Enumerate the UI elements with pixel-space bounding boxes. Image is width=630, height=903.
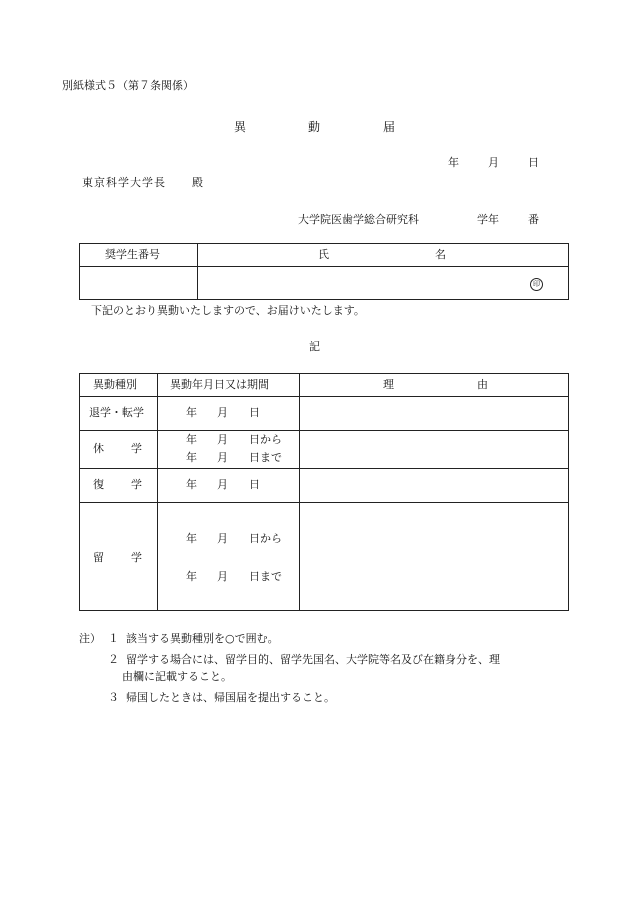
row-type-leave-char-2: 学 xyxy=(131,442,142,455)
row-to-year: 年 xyxy=(186,451,197,464)
row-date-day: 日 xyxy=(249,406,260,419)
row-type-abroad-char-2: 学 xyxy=(131,551,142,564)
row-type-return-char-2: 学 xyxy=(131,478,142,491)
row-from-day: 日から xyxy=(249,433,282,446)
row-date-month: 月 xyxy=(217,406,228,419)
row-date-day: 日 xyxy=(249,478,260,491)
row-to-day: 日まで xyxy=(249,451,282,464)
name-header-char-1: 氏 xyxy=(318,248,329,261)
row-to-month: 月 xyxy=(217,570,228,583)
row-to-day: 日まで xyxy=(249,570,282,583)
note-2-continuation: 由欄に記載すること。 xyxy=(122,670,232,683)
note-2-number: ２ xyxy=(108,653,119,666)
row-from-year: 年 xyxy=(186,532,197,545)
affiliation-grade-label: 学年 xyxy=(477,213,499,226)
header-reason-char-1: 理 xyxy=(383,378,394,391)
title-char-3: 届 xyxy=(383,120,396,134)
affiliation-school: 大学院医歯学総合研究科 xyxy=(298,213,419,226)
row-date-year: 年 xyxy=(186,478,197,491)
row-type-withdrawal: 退学・転学 xyxy=(89,406,144,419)
row-date-month: 月 xyxy=(217,478,228,491)
student-name-input[interactable] xyxy=(198,267,568,299)
row-from-month: 月 xyxy=(217,433,228,446)
row-to-year: 年 xyxy=(186,570,197,583)
notes-label: 注） xyxy=(79,632,101,645)
date-year-label: 年 xyxy=(448,156,459,169)
row-from-year: 年 xyxy=(186,433,197,446)
reason-input-abroad[interactable] xyxy=(300,503,568,610)
student-id-input[interactable] xyxy=(80,267,196,299)
note-1-text: 該当する異動種別を○で囲む。 xyxy=(126,632,279,645)
row-from-month: 月 xyxy=(217,532,228,545)
title-char-2: 動 xyxy=(308,120,321,134)
row-type-leave-char-1: 休 xyxy=(93,442,104,455)
name-header-char-2: 名 xyxy=(435,248,446,261)
reason-input-leave[interactable] xyxy=(300,431,568,468)
header-change-type: 異動種別 xyxy=(93,378,137,391)
row-type-return-char-1: 復 xyxy=(93,478,104,491)
ki-heading: 記 xyxy=(309,340,320,353)
note-1-number: １ xyxy=(108,632,119,645)
row-from-day: 日から xyxy=(249,532,282,545)
date-day-label: 日 xyxy=(528,156,539,169)
addressee-name: 東京科学大学長 xyxy=(82,176,166,189)
seal-mark: 印 xyxy=(530,278,543,291)
form-reference: 別紙様式５（第７条関係） xyxy=(62,79,194,92)
header-change-date: 異動年月日又は期間 xyxy=(170,378,269,391)
change-table-col-divider-1 xyxy=(157,373,158,611)
note-3-number: ３ xyxy=(108,691,119,704)
affiliation-number-label: 番 xyxy=(528,213,539,226)
intro-text: 下記のとおり異動いたしますので、お届けいたします。 xyxy=(91,304,365,317)
student-id-header: 奨学生番号 xyxy=(105,248,160,261)
date-month-label: 月 xyxy=(488,156,499,169)
header-reason-char-2: 由 xyxy=(477,378,488,391)
row-type-abroad-char-1: 留 xyxy=(93,551,104,564)
title-char-1: 異 xyxy=(234,120,247,134)
row-date-year: 年 xyxy=(186,406,197,419)
addressee-honorific: 殿 xyxy=(192,176,203,189)
reason-input-withdrawal[interactable] xyxy=(300,397,568,430)
note-3-text: 帰国したときは、帰国届を提出すること。 xyxy=(126,691,335,704)
row-to-month: 月 xyxy=(217,451,228,464)
reason-input-return[interactable] xyxy=(300,469,568,502)
note-2-text: 留学する場合には、留学目的、留学先国名、大学院等名及び在籍身分を、理 xyxy=(126,653,500,666)
